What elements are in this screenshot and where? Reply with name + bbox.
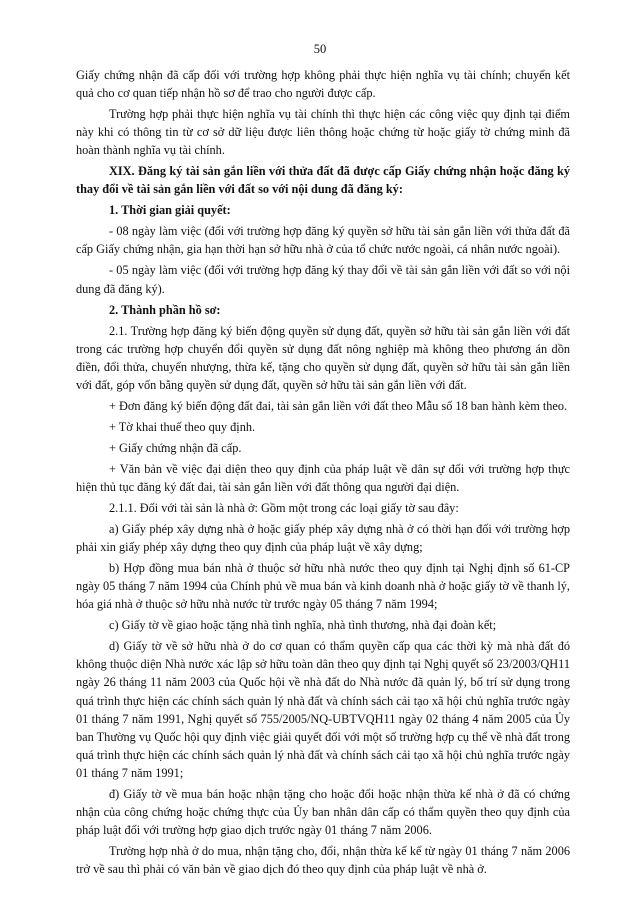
paragraph: Trường hợp nhà ở do mua, nhận tặng cho, đổi, nhận thừa kế kể từ ngày 01 tháng 7 năm 2006 trở về sau thì phải có văn bản về giao dịch đó theo quy định của pháp luật về nhà ở. — [76, 843, 570, 876]
paragraph: Giấy chứng nhận đã cấp đối với trường hợp không phải thực hiện nghĩa vụ tài chính; chuyển kết quả cho cơ quan tiếp nhận hồ sơ để trao cho người được cấp. — [76, 68, 570, 101]
paragraph: Trường hợp phải thực hiện nghĩa vụ tài chính thì thực hiện các công việc quy định tại điểm này khi có thông tin từ cơ sở dữ liệu được liên thông hoặc chứng từ hoặc giấy tờ chứng minh đã hoàn thành nghĩa vụ tài chính. — [76, 107, 570, 158]
document-body — [76, 66, 570, 881]
paragraph: + Tờ khai thuế theo quy định. — [109, 419, 256, 434]
page-number: 50 — [313, 42, 327, 56]
paragraph: 2.1. Trường hợp đăng ký biến động quyền sử dụng đất, quyền sở hữu tài sản gắn liền với đất trong các trường hợp chuyển đổi quyền sử dụng đất nông nghiệp mà không theo phương án dồn điền, đổi thửa, chuyển nhượng, thừa kế, tặng cho quyền sử dụng đất, quyền sở hữu tài sản gắn liền với đất, góp vốn bằng quyền sử dụng đất, quyền sở hữu tài sản gắn liền với đất. — [76, 323, 570, 392]
paragraph: a) Giấy phép xây dựng nhà ở hoặc giấy phép xây dựng nhà ở có thời hạn đối với trường hợp phải xin giấy phép xây dựng theo quy định của pháp luật về xây dựng; — [76, 522, 570, 555]
paragraph: c) Giấy tờ về giao hoặc tặng nhà tình nghĩa, nhà tình thương, nhà đại đoàn kết; — [109, 618, 497, 633]
paragraph: b) Hợp đồng mua bán nhà ở thuộc sở hữu nhà nước theo quy định tại Nghị định số 61-CP ngày 05 tháng 7 năm 1994 của Chính phủ về mua bán và kinh doanh nhà ở hoặc giấy tờ về thanh lý, hóa giá nhà ở thuộc sở hữu nhà nước từ trước ngày 05 tháng 7 năm 1994; — [76, 561, 570, 612]
paragraph: - 05 ngày làm việc (đối với trường hợp đăng ký thay đổi về tài sản gắn liền với đất so với nội dung đã đăng ký). — [76, 263, 570, 296]
paragraph: 2.1.1. Đối với tài sản là nhà ở: Gồm một trong các loại giấy tờ sau đây: — [109, 501, 459, 516]
paragraph: + Đơn đăng ký biến động đất đai, tài sản gắn liền với đất theo Mẫu số 18 ban hành kèm theo. — [109, 398, 568, 413]
paragraph: + Văn bản về việc đại diện theo quy định của pháp luật về dân sự đối với trường hợp thực hiện thủ tục đăng ký đất đai, tài sản gắn liền với đất thông qua người đại diện. — [76, 461, 570, 494]
paragraph: đ) Giấy tờ về mua bán hoặc nhận tặng cho hoặc đổi hoặc nhận thừa kế nhà ở đã có chứng nhận của công chứng hoặc chứng thực của Ủy ban nhân dân cấp có thẩm quyền theo quy định của pháp luật đối với trường hợp giao dịch trước ngày 01 tháng 7 năm 2006. — [76, 786, 570, 837]
section-heading: XIX. Đăng ký tài sản gắn liền với thửa đất đã được cấp Giấy chứng nhận hoặc đăng ký thay đổi về tài sản gắn liền với đất so với nội dung đã đăng ký: — [76, 164, 570, 197]
section-heading: 1. Thời gian giải quyết: — [109, 203, 231, 218]
paragraph: - 08 ngày làm việc (đối với trường hợp đăng ký quyền sở hữu tài sản gắn liền với thửa đất đã cấp Giấy chứng nhận, gia hạn thời hạn sở hữu nhà ở của tổ chức nước ngoài, cá nhân nước ngoài). — [76, 224, 570, 257]
paragraph: + Giấy chứng nhận đã cấp. — [109, 440, 242, 455]
section-heading: 2. Thành phần hồ sơ: — [109, 302, 221, 317]
paragraph: d) Giấy tờ về sở hữu nhà ở do cơ quan có thẩm quyền cấp qua các thời kỳ mà nhà đất đó không thuộc diện Nhà nước xác lập sở hữu toàn dân theo quy định tại Nghị quyết số 23/2003/QH11 ngày 26 tháng 11 năm 2003 của Quốc hội về nhà đất do Nhà nước đã quản lý, bố trí sử dụng trong quá trình thực hiện các chính sách quản lý nhà đất và chính sách cải tạo xã hội chủ nghĩa trước ngày 01 tháng 7 năm 1991, Nghị quyết số 755/2005/NQ-UBTVQH11 ngày 02 tháng 4 năm 2005 của Ủy ban Thường vụ Quốc hội quy định việc giải quyết đối với một số trường hợp cụ thể về nhà đất trong quá trình thực hiện các chính sách quản lý nhà đất và chính sách cải tạo xã hội chủ nghĩa trước ngày 01 tháng 7 năm 1991; — [76, 639, 570, 780]
